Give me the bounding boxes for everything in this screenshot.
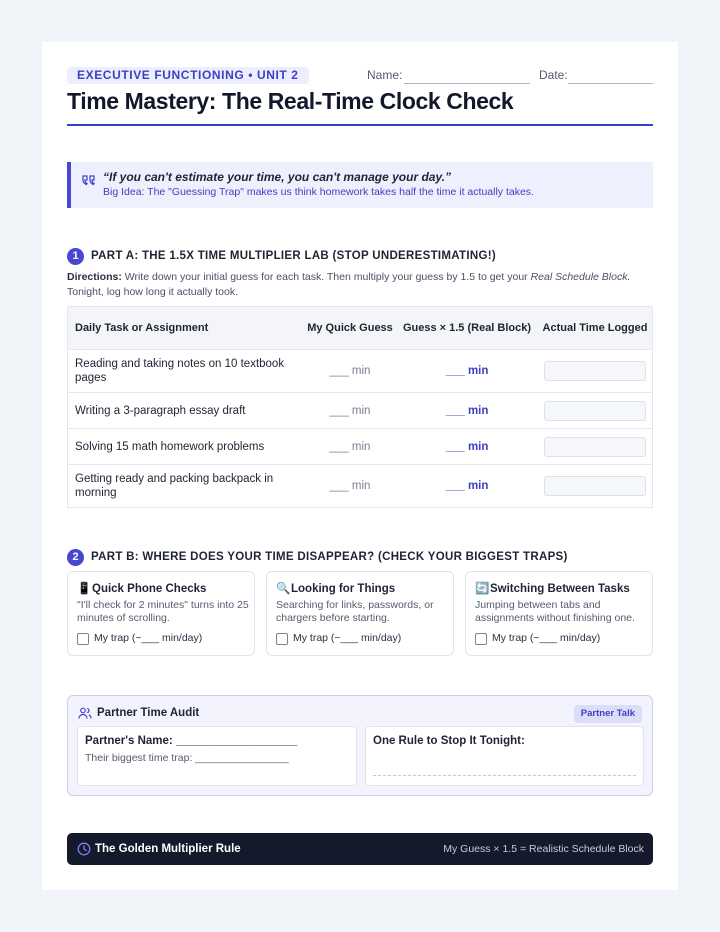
trap-card-looking [266, 571, 454, 656]
part-a-title: PART A: THE 1.5X TIME MULTIPLIER LAB (STOP UNDERESTIMATING!) [91, 250, 496, 262]
actual-time-input[interactable] [544, 361, 646, 381]
trap-card-title-text: Looking for Things [291, 583, 396, 595]
quote-icon [81, 172, 97, 188]
partner-audit-panel [67, 695, 653, 796]
trap-card-title [475, 581, 630, 595]
directions-text: Write down your initial guess for each task. Then multiply your guess by 1.5 to get your [121, 271, 531, 283]
partner-name-label: Partner's Name: ___________________ [85, 735, 298, 747]
trap-card-switching [465, 571, 653, 656]
switch-icon: 🔄 [475, 583, 490, 595]
trap-card-desc: Searching for links, passwords, or chargers before starting. [276, 599, 434, 624]
page-title: Time Mastery: The Real-Time Clock Check [67, 88, 514, 114]
users-icon [78, 706, 92, 720]
trap-minutes-label: My trap (~___ min/day) [293, 632, 402, 644]
actual-time-input[interactable] [544, 437, 646, 457]
rule-box[interactable] [365, 726, 644, 786]
task-cell: Writing a 3-paragraph essay draft [75, 404, 246, 417]
trap-checkbox[interactable] [475, 633, 487, 645]
directions-label: Directions: [67, 271, 122, 283]
guess-cell[interactable]: ___ min [329, 365, 371, 377]
big-idea-callout [67, 162, 653, 208]
search-icon: 🔍 [276, 583, 291, 595]
col-task-header: Daily Task or Assignment [75, 322, 209, 334]
guess-cell[interactable]: ___ min [329, 480, 371, 492]
date-field[interactable] [568, 83, 653, 84]
part-b-number: 2 [67, 549, 84, 566]
trap-card-title [77, 581, 206, 595]
col-actual-header: Actual Time Logged [542, 322, 648, 334]
big-idea-text: Big Idea: The "Guessing Trap" makes us think homework takes half the time it actually takes. [103, 186, 534, 198]
trap-card-desc: "I'll check for 2 minutes" turns into 25 minutes of scrolling. [77, 599, 249, 624]
trap-minutes-label: My trap (~___ min/day) [94, 632, 203, 644]
title-divider [67, 124, 653, 126]
table-row [68, 349, 652, 392]
golden-rule-bar [67, 833, 653, 865]
directions-emphasis: Real Schedule Block. [530, 271, 631, 283]
unit-kicker: EXECUTIVE FUNCTIONING • UNIT 2 [67, 67, 309, 84]
table-row [68, 464, 652, 507]
trap-card-title-text: Switching Between Tasks [490, 583, 630, 595]
actual-cell [538, 350, 652, 392]
table-row [68, 428, 652, 464]
phone-icon: 📱 [77, 583, 92, 595]
partner-name-box[interactable] [77, 726, 357, 786]
table-row [68, 392, 652, 428]
guess-cell[interactable]: ___ min [329, 440, 371, 453]
worksheet-page [42, 42, 678, 890]
trap-card-phone [67, 571, 255, 656]
actual-cell [538, 393, 652, 428]
actual-cell [538, 465, 652, 507]
partner-talk-badge: Partner Talk [574, 705, 642, 723]
trap-checkbox[interactable] [276, 633, 288, 645]
trap-card-title [276, 581, 395, 595]
clock-icon [77, 842, 91, 856]
golden-rule-title: The Golden Multiplier Rule [95, 843, 241, 855]
part-a-number: 1 [67, 248, 84, 265]
partner-audit-title: Partner Time Audit [97, 707, 200, 719]
rule-write-line [373, 775, 636, 776]
col-guess-header: My Quick Guess [307, 322, 393, 334]
rule-label: One Rule to Stop It Tonight: [373, 735, 525, 747]
date-label: Date: [539, 68, 568, 82]
name-label: Name: [367, 68, 403, 82]
table-header [68, 307, 652, 349]
part-a-directions [67, 270, 637, 300]
guess-cell[interactable]: ___ min [329, 404, 371, 417]
multiplier-table [67, 306, 653, 508]
time-trap-label: Their biggest time trap: ________________ [85, 752, 289, 764]
actual-time-input[interactable] [544, 401, 646, 421]
task-cell: Solving 15 math homework problems [75, 440, 265, 453]
real-block-cell[interactable]: ___ min [445, 365, 489, 377]
quote-text: “If you can't estimate your time, you can't manage your day.” [103, 170, 452, 184]
actual-time-input[interactable] [544, 476, 646, 496]
trap-card-title-text: Quick Phone Checks [92, 583, 207, 595]
golden-rule-formula: My Guess × 1.5 = Realistic Schedule Block [443, 843, 644, 855]
real-block-cell[interactable]: ___ min [445, 440, 489, 453]
real-block-cell[interactable]: ___ min [445, 480, 489, 492]
task-cell: Getting ready and packing backpack in morning [75, 473, 274, 499]
trap-card-desc: Jumping between tabs and assignments without finishing one. [475, 599, 635, 624]
col-real-header: Guess × 1.5 (Real Block) [402, 322, 532, 334]
trap-minutes-label: My trap (~___ min/day) [492, 632, 601, 644]
real-block-cell[interactable]: ___ min [445, 404, 489, 417]
directions-end: Tonight, log how long it actually took. [67, 286, 239, 298]
part-b-title: PART B: WHERE DOES YOUR TIME DISAPPEAR? (CHECK YOUR BIGGEST TRAPS) [91, 551, 568, 563]
actual-cell [538, 429, 652, 464]
trap-checkbox[interactable] [77, 633, 89, 645]
task-cell: Reading and taking notes on 10 textbook pages [75, 358, 285, 384]
name-field[interactable] [404, 83, 530, 84]
